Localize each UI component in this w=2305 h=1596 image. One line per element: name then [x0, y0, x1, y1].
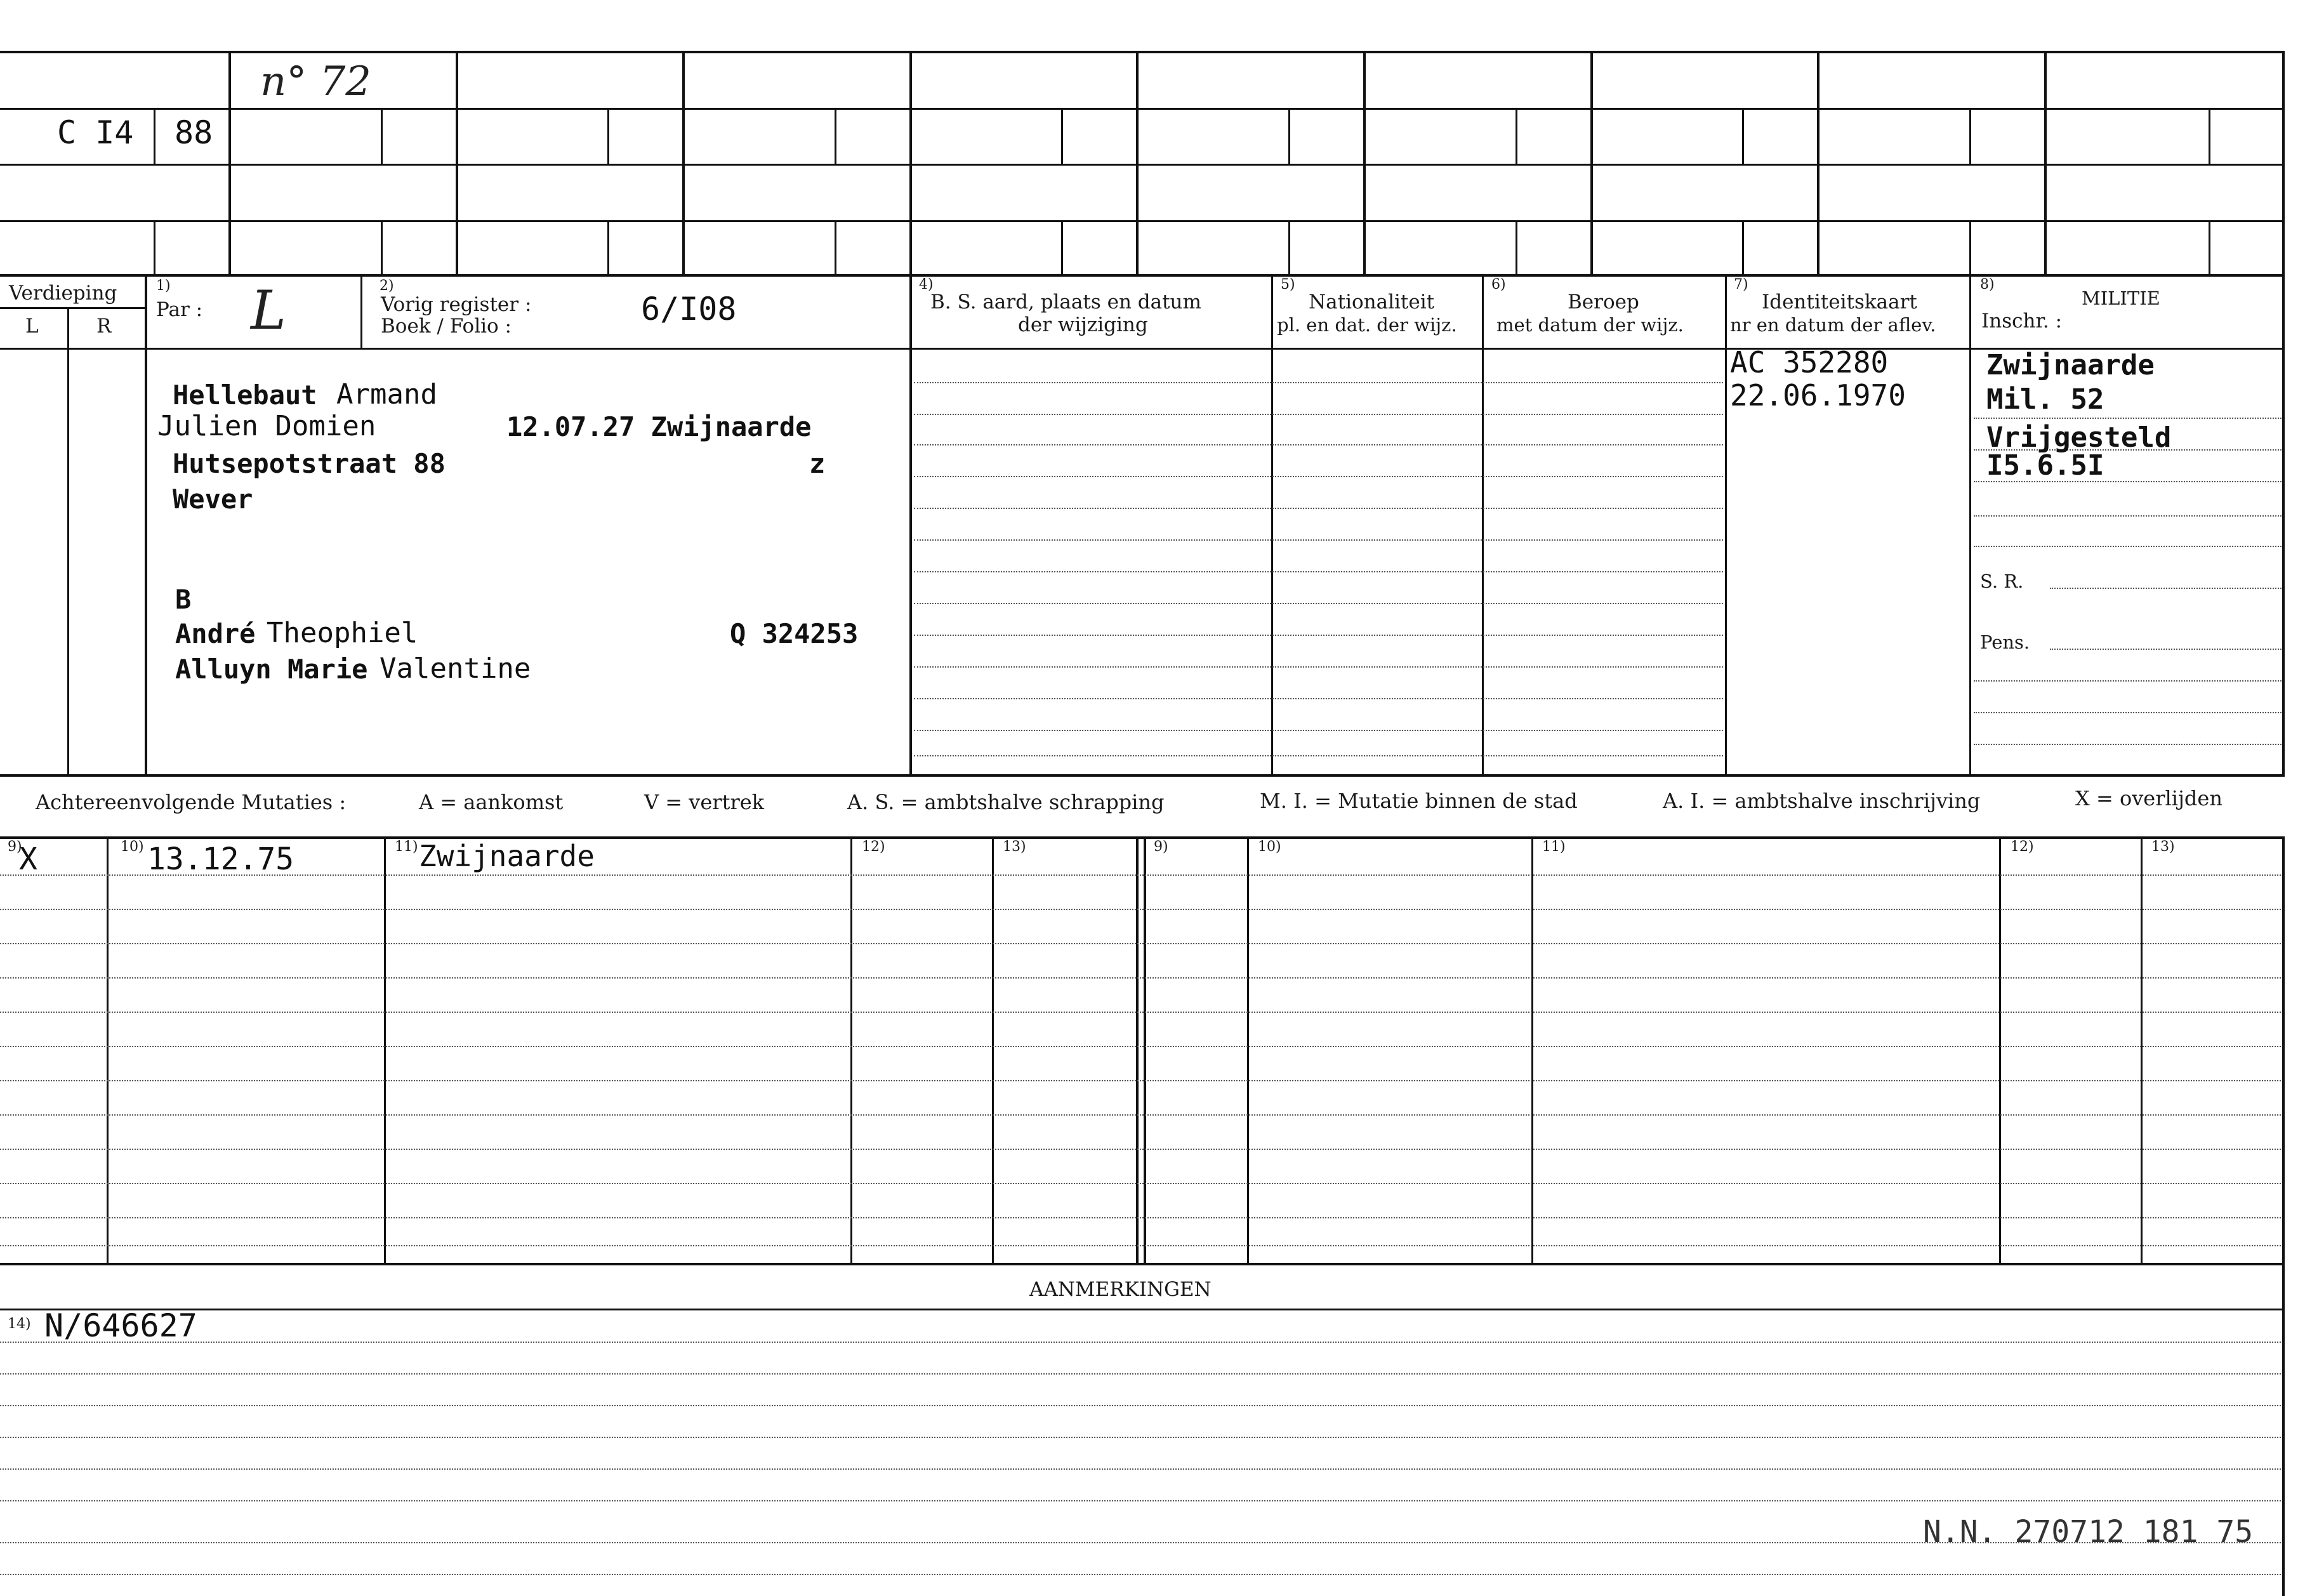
verdieping-label: Verdieping — [9, 282, 117, 305]
sr-label: S. R. — [1980, 570, 2024, 592]
remarks-number: 14) — [8, 1316, 31, 1332]
militia-date: I5.6.5I — [1986, 449, 2104, 482]
militia-status: Vrijgesteld — [1986, 421, 2172, 454]
mutation-place: Zwijnaarde — [419, 839, 595, 873]
pens-label: Pens. — [1980, 631, 2030, 653]
person-other-names: Julien Domien — [157, 410, 376, 442]
legend-title: Achtereenvolgende Mutaties : — [36, 790, 347, 814]
legend-ai: A. I. = ambtshalve inschrijving — [1663, 789, 1981, 813]
mutation-code: X — [19, 841, 37, 877]
person-birth: 12.07.27 Zwijnaarde — [506, 411, 812, 442]
militie-label: MILITIE — [2082, 287, 2160, 309]
person-street: Hutsepotstraat 88 — [173, 448, 446, 479]
person-b-mark: B — [175, 584, 192, 615]
verdieping-r: R — [96, 315, 112, 338]
header-6-number: 6) — [1491, 277, 1506, 293]
vorig-register-label: Vorig register : — [381, 293, 532, 316]
father-name-a: André — [175, 618, 256, 649]
header-7-number: 7) — [1734, 277, 1748, 293]
handwritten-number: n° 72 — [260, 58, 371, 105]
legend-x: X = overlijden — [2075, 786, 2222, 810]
bs-header-line1: B. S. aard, plaats en datum — [930, 291, 1201, 313]
boek-folio-label: Boek / Folio : — [381, 315, 512, 338]
ref-code: Q 324253 — [730, 618, 859, 649]
nationaliteit-line2: pl. en dat. der wijz. — [1277, 314, 1457, 336]
legend-v: V = vertrek — [644, 790, 765, 814]
header-4-number: 4) — [919, 277, 934, 293]
beroep-line2: met datum der wijz. — [1496, 314, 1684, 336]
remarks-title: AANMERKINGEN — [1029, 1278, 1212, 1301]
identity-card-date: 22.06.1970 — [1730, 378, 1906, 412]
mother-name-b: Valentine — [380, 652, 531, 685]
identiteitskaart-line1: Identiteitskaart — [1762, 291, 1917, 313]
verdieping-l: L — [25, 315, 39, 338]
mut-col-11-left: 11) — [395, 839, 418, 855]
bs-header-line2: der wijziging — [1018, 313, 1148, 336]
block-code: C I4 — [57, 114, 134, 151]
mut-col-13-left: 13) — [1003, 839, 1026, 855]
mother-name-a: Alluyn Marie — [175, 654, 368, 685]
header-1-number: 1) — [156, 278, 171, 294]
identity-card-number: AC 352280 — [1730, 345, 1889, 379]
legend-as: A. S. = ambtshalve schrapping — [847, 790, 1165, 814]
person-job: Wever — [173, 484, 253, 515]
folio-value: 6/I08 — [641, 291, 737, 327]
remarks-value: N/646627 — [44, 1307, 197, 1344]
nationaliteit-line1: Nationaliteit — [1309, 291, 1435, 313]
person-surname: Hellebaut — [173, 379, 317, 411]
mut-col-11-right: 11) — [1542, 839, 1566, 855]
header-8-number: 8) — [1980, 277, 1995, 293]
mut-col-12-left: 12) — [862, 839, 885, 855]
par-label: Par : — [156, 298, 203, 321]
militia-mil: Mil. 52 — [1986, 383, 2104, 416]
father-name-b: Theophiel — [267, 617, 418, 649]
mut-col-10-left: 10) — [121, 839, 144, 855]
header-2-number: 2) — [380, 278, 394, 294]
mut-col-9-left: 9) — [8, 839, 22, 855]
beroep-line1: Beroep — [1568, 291, 1639, 313]
block-number: 88 — [175, 114, 213, 151]
mutation-date: 13.12.75 — [147, 841, 294, 877]
national-number: N.N. 270712 181 75 — [1923, 1514, 2254, 1550]
person-firstname: Armand — [336, 378, 437, 411]
militia-place: Zwijnaarde — [1986, 349, 2155, 381]
header-5-number: 5) — [1281, 277, 1295, 293]
person-z-mark: z — [809, 448, 826, 479]
mut-col-9-right: 9) — [1154, 839, 1168, 855]
inschr-label: Inschr. : — [1981, 310, 2063, 333]
mut-col-13-right: 13) — [2151, 839, 2175, 855]
legend-a: A = aankomst — [419, 790, 564, 814]
identiteitskaart-line2: nr en datum der aflev. — [1730, 314, 1936, 336]
mut-col-10-right: 10) — [1258, 839, 1281, 855]
mut-col-12-right: 12) — [2011, 839, 2034, 855]
par-handwritten-mark: L — [251, 279, 286, 341]
legend-mi: M. I. = Mutatie binnen de stad — [1260, 789, 1578, 813]
